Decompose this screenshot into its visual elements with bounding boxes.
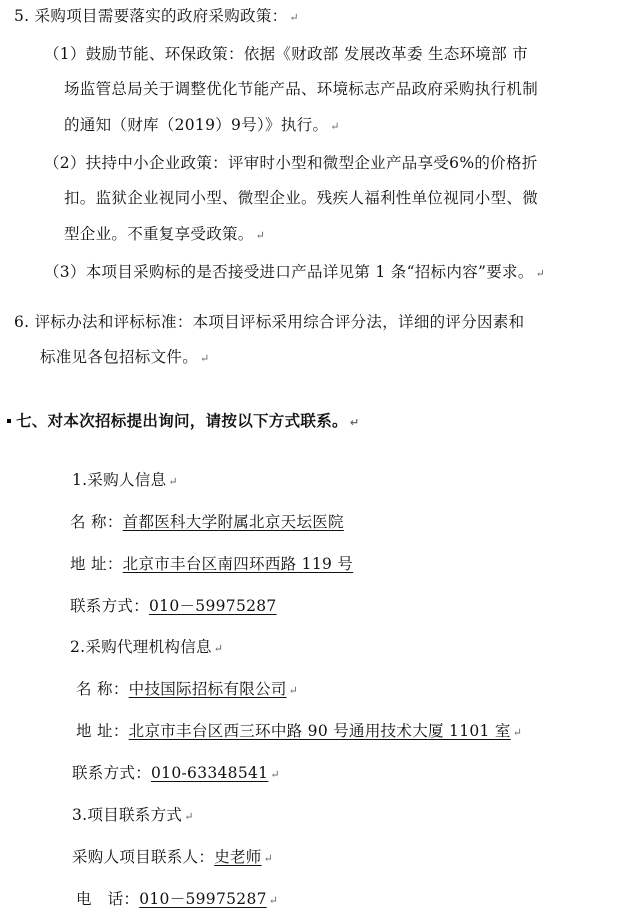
project-contact-title: 3.项目联系方式 ↵ [72,806,194,824]
sec6-line-2: 标准见各包招标文件。 ↵ [40,348,210,366]
policy-1-line-2: 场监管总局关于调整优化节能产品、环境标志产品政府采购执行机制 [64,80,539,98]
policy-3-line: （3）本项目采购标的是否接受进口产品详见第 1 条“招标内容”要求。 ↵ [44,263,546,281]
paragraph-mark: ↵ [263,852,274,865]
project-person-row [72,847,273,869]
purchaser-address-label: 地 址： [70,555,123,573]
agency-contact-row [72,763,280,785]
paragraph-mark: ↵ [255,229,266,242]
project-person-label: 采购人项目联系人： [72,848,215,866]
purchaser-contact-label: 联系方式： [70,597,150,615]
policy-2-line-1: （2）扶持中小企业政策：评审时小型和微型企业产品享受6%的价格折 [44,154,538,172]
project-phone-label: 电 话： [76,890,140,908]
paragraph-mark: ↵ [289,11,299,24]
paragraph-mark: ↵ [268,894,279,907]
agency-address-row [76,721,522,743]
agency-address-label: 地 址： [76,722,129,740]
paragraph-mark: ↵ [512,726,523,739]
agency-name-value: 中技国际招标有限公司 [128,680,287,698]
project-phone-row [76,889,278,911]
paragraph-mark: ↵ [349,416,360,429]
paragraph-mark: ↵ [330,120,340,133]
purchaser-info-title: 1.采购人信息 ↵ [72,471,178,489]
policy-1-line-3: 的通知（财库（2019）9号）》执行。 ↵ [64,116,340,134]
sec6-line-1: 6. 评标办法和评标标准：本项目评标采用综合评分法，详细的评分因素和 [14,313,525,331]
project-person-value: 史老师 [214,848,262,866]
purchaser-address-value: 北京市丰台区南四环西路 119 号 [122,555,354,573]
policy-2-line-3: 型企业。不重复享受政策。 ↵ [64,225,266,243]
project-phone-value: 010－59975287 [139,890,267,908]
agency-contact-value: 010-63348541 [151,764,269,782]
purchaser-contact-value: 010－59975287 [149,597,277,615]
paragraph-mark: ↵ [288,684,299,697]
agency-name-row [76,679,298,701]
purchaser-address-row [70,554,353,574]
paragraph-mark: ↵ [535,267,546,280]
agency-address-value: 北京市丰台区西三环中路 90 号通用技术大厦 1101 室 [128,722,511,740]
paragraph-mark: ↵ [200,352,210,365]
policy-2-line-2: 扣。监狱企业视同小型、微型企业。残疾人福利性单位视同小型、微 [64,189,539,207]
bullet-marker [7,419,11,423]
purchaser-name-value: 首都医科大学附属北京天坛医院 [122,513,344,531]
agency-info-title: 2.采购代理机构信息 ↵ [70,638,224,656]
sec7-heading: 七、对本次招标提出询问，请按以下方式联系。 ↵ [16,412,360,430]
policy-1-line-1: （1）鼓励节能、环保政策：依据《财政部 发展改革委 生态环境部 市 [44,45,529,63]
paragraph-mark: ↵ [213,642,224,655]
agency-name-label: 名 称： [76,680,129,698]
purchaser-contact-row [70,596,277,616]
purchaser-name-row [70,512,344,532]
paragraph-mark: ↵ [168,475,178,488]
paragraph-mark: ↵ [270,768,280,781]
purchaser-name-label: 名 称： [70,513,123,531]
agency-contact-label: 联系方式： [72,764,152,782]
paragraph-mark: ↵ [184,810,194,823]
sec5-title: 5. 采购项目需要落实的政府采购政策： ↵ [14,7,299,25]
